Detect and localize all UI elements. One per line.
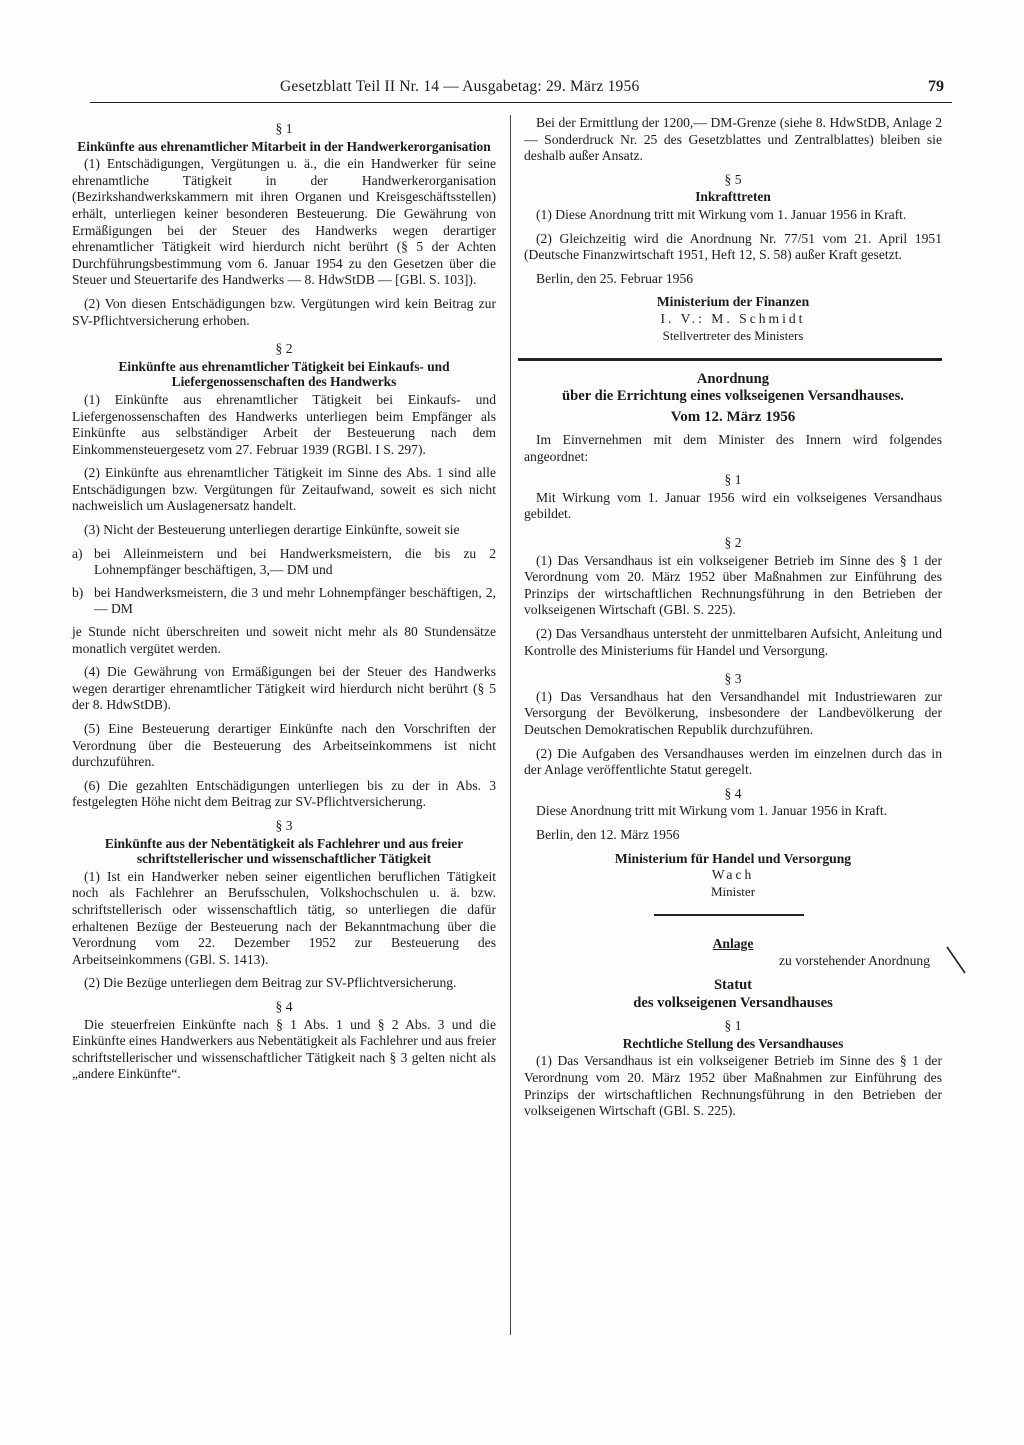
paragraph: (1) Ist ein Handwerker neben seiner eigentlichen beruflichen Tätigkeit noch als Fachlehrer an Berufsschulen, Volkshochschulen u. ä. bzw. schriftstellerisch oder wissenschaftlich tätig, so unterliegen die dafür erhaltenen Bezüge der Besteuerung nach der Bekanntmachung über die Verordnung vom 22. Dezember 1952 zur Besteuerung des Arbeitseinkommens (GBl. S. 1413).: [72, 868, 496, 967]
right-column: [524, 115, 942, 1127]
section-heading: Einkünfte aus ehrenamtlicher Tätigkeit bei Einkaufs- und Liefergenossenschaften des Handwerks: [118, 358, 450, 390]
list-label: a): [72, 545, 83, 561]
list-item: [72, 546, 496, 579]
paragraph: (2) Die Bezüge unterliegen dem Beitrag zur SV-Pflichtversicherung.: [84, 975, 457, 991]
paragraph: je Stunde nicht überschreiten und soweit nicht mehr als 80 Stundensätze monatlich vergütet werden.: [72, 624, 496, 656]
signatory-role: Stellvertreter des Ministers: [662, 327, 804, 343]
paragraph: (5) Eine Besteuerung derartiger Einkünfte nach den Vorschriften der Verordnung über die Besteuerung des Arbeitseinkommens ist nicht durchzuführen.: [72, 721, 496, 770]
section-number: § 3: [275, 817, 293, 833]
paragraph: (2) Einkünfte aus ehrenamtlicher Tätigkeit im Sinne des Abs. 1 sind alle Entschädigungen bzw. Vergütungen für Zeitaufwand, soweit es sich nicht nachweislich um Auslagenersatz handelt.: [72, 465, 496, 514]
paragraph: Die steuerfreien Einkünfte nach § 1 Abs. 1 und § 2 Abs. 3 und die Einkünfte eines Handwerkers aus Nebentätigkeit als Fachlehrer und aus freier schriftstellerischer und wissenschaftlicher Tätigkeit nach § 3 gelten nicht als „andere Einkünfte“.: [72, 1016, 496, 1082]
section-number: § 2: [275, 341, 293, 357]
place-date: Berlin, den 12. März 1956: [536, 826, 680, 842]
paragraph: (1) Einkünfte aus ehrenamtlicher Tätigkeit bei Einkaufs- und Liefergenossenschaften des Handwerks unterliegen beim Empfänger als Einkünfte aus selbständiger Arbeit der Besteuerung nach dem Einkommensteuergesetz vom 27. Februar 1939 (RGBl. I S. 297).: [72, 391, 496, 457]
section-heading: Inkrafttreten: [695, 189, 771, 205]
paragraph: (1) Das Versandhaus ist ein volkseigener Betrieb im Sinne des § 1 der Verordnung vom 20. März 1952 über Maßnahmen zur Einführung des Prinzips der wirtschaftlichen Rechnungsführung in den Betrieben der volkseigenen Wirtschaft (GBl. S. 225).: [524, 1053, 942, 1119]
ministry-name: Ministerium für Handel und Versorgung: [614, 850, 852, 866]
paragraph: Diese Anordnung tritt mit Wirkung vom 1. Januar 1956 in Kraft.: [536, 803, 888, 819]
section-number: § 3: [724, 671, 742, 687]
ordinance-date: Vom 12. März 1956: [670, 409, 796, 426]
paragraph: (4) Die Gewährung von Ermäßigungen bei der Steuer des Handwerks wegen derartiger ehrenamtlicher Tätigkeit wird hierdurch nicht berührt (§ 5 der 8. HdwStDB).: [72, 664, 496, 713]
signatory-role: Minister: [710, 883, 756, 899]
section-number: § 2: [724, 535, 742, 550]
list-text: bei Alleinmeistern und bei Handwerksmeistern, die bis zu 2 Lohnempfänger beschäftigen, 3,— DM und: [94, 545, 496, 578]
page-number: 79: [928, 78, 944, 95]
list-text: bei Handwerksmeistern, die 3 und mehr Lohnempfänger beschäftigen, 2,— DM: [94, 584, 496, 617]
annex-subtitle: zu vorstehender Anordnung: [778, 952, 930, 968]
paragraph: (2) Gleichzeitig wird die Anordnung Nr. 77/51 vom 21. April 1951 (Deutsche Finanzwirtschaft 1951, Heft 12, S. 58) außer Kraft gesetzt.: [524, 230, 942, 263]
ordinance-title: Anordnung: [696, 370, 770, 387]
paragraph: (1) Das Versandhaus ist ein volkseigener Betrieb im Sinne des § 1 der Verordnung vom 20. März 1952 über Maßnahmen zur Einführung des Prinzips der wirtschaftlichen Rechnungsführung in den Betrieben der volkseigenen Wirtschaft (GBl. S. 225).: [524, 552, 942, 618]
paragraph: (3) Nicht der Besteuerung unterliegen derartige Einkünfte, soweit sie: [84, 522, 460, 538]
paragraph: (1) Diese Anordnung tritt mit Wirkung vom 1. Januar 1956 in Kraft.: [536, 206, 907, 222]
section-number: § 1: [724, 1018, 742, 1034]
section-divider: [518, 358, 942, 361]
paragraph: (6) Die gezahlten Entschädigungen unterliegen bis zu der in Abs. 3 festgelegten Höhe nicht dem Beitrag zur SV-Pflichtversicherung.: [72, 777, 496, 810]
signatory-name: Wach: [711, 867, 755, 883]
section-number: § 1: [724, 472, 742, 488]
column-divider: [510, 115, 511, 1335]
section-number: § 5: [724, 171, 742, 187]
statute-title: Statut: [713, 977, 753, 994]
page-header: [90, 78, 952, 103]
paragraph: Bei der Ermittlung der 1200,— DM-Grenze (siehe 8. HdwStDB, Anlage 2 — Sonderdruck Nr. 25 des Gesetzblattes und Zentralblattes) bleiben sie deshalb außer Ansatz.: [524, 115, 942, 164]
paragraph: Im Einvernehmen mit dem Minister des Innern wird folgendes angeordnet:: [524, 432, 942, 464]
list-label: b): [72, 584, 84, 600]
header-title: Gesetzblatt Teil II Nr. 14 — Ausgabetag: 29. März 1956: [280, 78, 640, 95]
statute-subtitle: des volkseigenen Versandhauses: [633, 994, 833, 1011]
paragraph: Mit Wirkung vom 1. Januar 1956 wird ein volkseigenes Versandhaus gebildet.: [524, 489, 942, 522]
paragraph: (2) Von diesen Entschädigungen bzw. Vergütungen wird kein Beitrag zur SV-Pflichtversicherung erhoben.: [72, 295, 496, 328]
paragraph: (1) Das Versandhaus hat den Versandhandel mit Industriewaren zur Versorgung der Bevölkerung, insbesondere der Landbevölkerung der Deutschen Demokratischen Republik durchzuführen.: [524, 688, 942, 737]
section-number: § 1: [275, 121, 293, 136]
section-number: § 4: [275, 998, 293, 1014]
pen-mark-icon: [945, 945, 969, 977]
annex-title: Anlage: [712, 936, 754, 952]
section-heading: Einkünfte aus ehrenamtlicher Mitarbeit in der Handwerkerorganisation: [77, 138, 491, 154]
paragraph: (2) Die Aufgaben des Versandhauses werden im einzelnen durch das in der Anlage veröffentlichte Statut geregelt.: [524, 745, 942, 778]
place-date: Berlin, den 25. Februar 1956: [536, 270, 694, 286]
list-item: [72, 585, 496, 618]
section-heading: Einkünfte aus der Nebentätigkeit als Fachlehrer und aus freier schriftstellerischer und wissenschaftlicher Tätigkeit: [104, 835, 464, 867]
left-column: [72, 115, 496, 1090]
signatory-name: I. V.: M. Schmidt: [660, 310, 806, 326]
ministry-name: Ministerium der Finanzen: [656, 294, 810, 310]
section-number: § 4: [724, 785, 742, 801]
paragraph: (1) Entschädigungen, Vergütungen u. ä., die ein Handwerker für seine ehrenamtliche Tätigkeit in der Handwerkerorganisation (Bezirkshandwerkskammern mit ihren Organen und Kreisgeschäftsstellen) erhält, unterliegen keiner besonderen Besteuerung. Die Gewährung von Ermäßigungen bei der Steuer des Handwerks wegen derartiger ehrenamtlicher Tätigkeit wird hierdurch nicht berührt (§ 5 der Achten Durchführungsbestimmung vom 6. Januar 1954 zu den Gesetzen über die Steuer und Steuertarife des Handwerks — 8. HdwStDB — [GBl. S. 103]).: [72, 156, 496, 288]
ordinance-subtitle: über die Errichtung eines volkseigenen Versandhauses.: [562, 388, 904, 405]
paragraph: (2) Das Versandhaus untersteht der unmittelbaren Aufsicht, Anleitung und Kontrolle des Ministeriums für Handel und Versorgung.: [524, 625, 942, 658]
section-heading: Rechtliche Stellung des Versandhauses: [622, 1035, 844, 1051]
section-divider: [654, 914, 804, 916]
